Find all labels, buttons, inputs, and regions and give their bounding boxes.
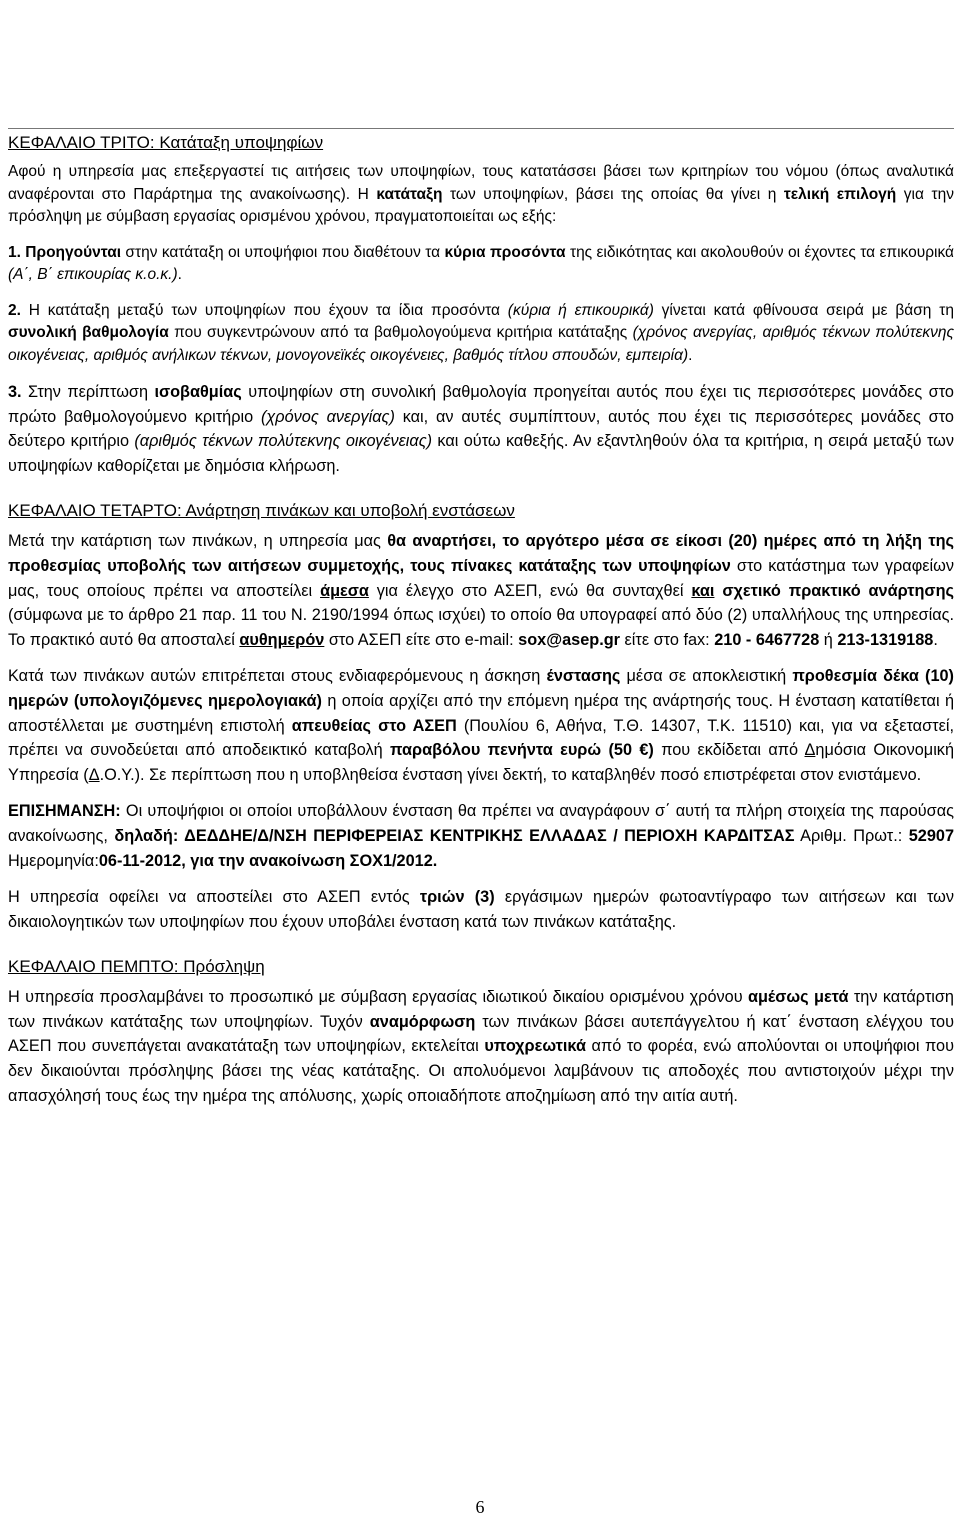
document-page — [8, 132, 954, 1120]
text-run: 52907 — [908, 826, 955, 845]
text-run: 213-1319188 — [837, 630, 934, 649]
chapter-3-intro — [8, 161, 954, 229]
text-run: (κύρια ή επικουρικά) — [507, 301, 654, 319]
text-run: Στην περίπτωση — [21, 383, 155, 401]
text-run: Η κατάταξη μεταξύ των υποψηφίων που έχουν τα ίδια προσόντα — [20, 301, 508, 319]
text-run: παραβόλου πενήντα ευρώ (50 €) — [390, 741, 654, 760]
text-run: αυθημερόν — [239, 630, 325, 649]
text-run: υποχρεωτικά — [484, 1037, 586, 1056]
text-run: sox@asep.gr — [518, 630, 621, 649]
text-run: 2. — [8, 301, 21, 319]
text-run: των πινάκων βάσει αυτεπάγγελτου ή κατ΄ ένσταση ελέγχου του ΑΣΕΠ που συνεπάγεται ανακατάταξη των υποψηφίων, εκτελείται — [8, 1012, 955, 1056]
text-run: και ούτω καθεξής. Αν εξαντληθούν όλα τα κριτήρια, η σειρά μεταξύ των υποψηφίων καθορίζεται με δημόσια κλήρωση. — [8, 432, 954, 475]
text-run: Δ — [88, 765, 100, 784]
text-run: αναμόρφωση — [369, 1012, 476, 1031]
text-run: Αριθμ. Πρωτ.: — [794, 826, 909, 845]
text-run: την κατάρτιση των πινάκων κατάταξης των υποψηφίων. Τυχόν — [8, 988, 954, 1031]
text-run: στο ΑΣΕΠ είτε στο e-mail: — [324, 630, 519, 649]
text-run: σχετικό πρακτικό ανάρτησης — [722, 581, 954, 600]
text-run: . — [177, 266, 182, 283]
text-run: ΔΕΔΔΗΕ/Δ/ΝΣΗ ΠΕΡΙΦΕΡΕΙΑΣ ΚΕΝΤΡΙΚΗΣ ΕΛΛΑΔΑΣ / ΠΕΡΙΟΧΗ ΚΑΡΔΙΤΣΑΣ — [184, 826, 795, 845]
text-run: . — [688, 346, 693, 364]
text-run: 3. — [8, 383, 22, 401]
chapter-4-notice — [8, 799, 954, 873]
text-run: συνολική βαθμολογία — [8, 324, 169, 341]
text-run: στην κατάταξη οι υποψήφιοι που διαθέτουν τα — [121, 243, 445, 261]
text-run: (χρόνος ανεργίας, αριθμός τέκνων πολύτεκνης οικογένειας, αριθμός ανήλικων τέκνων, μονογονεϊκές οικογένειες, βαθμός τίτλου σπουδών, εμπειρία) — [8, 324, 954, 364]
text-run: ή — [819, 630, 838, 649]
text-run: γίνεται κατά φθίνουσα σειρά με βάση τη — [653, 301, 954, 319]
text-run: αμέσως μετά — [747, 988, 849, 1007]
chapter-4-posting — [8, 529, 954, 652]
text-run: δηλαδή: — [114, 826, 185, 845]
text-run: θα αναρτήσει, το αργότερο μέσα σε είκοσι (20) ημέρες από τη λήξη της προθεσμίας υποβολής των αιτήσεων συμμετοχής, τους πίνακες κατάταξης των υποψηφίων — [8, 532, 954, 575]
text-run: για έλεγχο στο ΑΣΕΠ, ενώ θα συνταχθεί — [368, 581, 692, 600]
text-run: . — [933, 630, 938, 649]
chapter-3-rule-3 — [8, 380, 954, 478]
text-run: που συγκεντρώνουν από τα βαθμολογούμενα κριτήρια κατάταξης — [168, 324, 633, 341]
text-run: κύρια προσόντα — [444, 243, 566, 261]
text-run: 06-11-2012, για την ανακοίνωση ΣΟΧ1/2012. — [98, 851, 438, 870]
text-run: από το φορέα, ενώ απολύονται οι υποψήφιοι που δεν δικαιούνται πρόσληψης βάσει της νέας κατάταξης. Οι απολυόμενοι λαμβάνουν τις αποδοχές που αντιστοιχούν μέχρι την απασχόλησή τους έως την ημέρα της απόλυσης, χωρίς οποιαδήποτε αποζημίωση από την αιτία αυτή. — [8, 1037, 954, 1105]
text-run: Κατά των πινάκων αυτών επιτρέπεται στους ενδιαφερόμενους η άσκηση — [8, 667, 547, 686]
text-run: (Α΄, Β΄ επικουρίας κ.ο.κ.) — [8, 266, 178, 283]
text-run: και — [691, 581, 715, 600]
top-rule — [8, 128, 954, 129]
text-run: μέσα σε αποκλειστική — [620, 667, 793, 686]
page-number: 6 — [475, 1497, 485, 1517]
text-run: τριών (3) — [419, 888, 495, 907]
text-run: (αριθμός τέκνων πολύτεκνης οικογένειας) — [134, 432, 433, 451]
text-run: Η υπηρεσία οφείλει να αποστείλει στο ΑΣΕΠ εντός — [8, 888, 420, 907]
text-run: (χρόνος ανεργίας) — [260, 407, 395, 426]
text-run: Η υπηρεσία προσλαμβάνει το προσωπικό με σύμβαση εργασίας ιδιωτικού δικαίου ορισμένου χρόνου — [8, 988, 748, 1007]
text-run: .Ο.Υ.). Σε περίπτωση που η υποβληθείσα ένσταση γίνει δεκτή, το καταβληθέν ποσό επιστρέφεται στον ενιστάμενο. — [99, 765, 922, 784]
text-run: (Πουλίου 6, Αθήνα, Τ.Θ. 14307, Τ.Κ. 11510) και, για να εξεταστεί, πρέπει να συνοδεύεται από αποδεικτικό καταβολή — [8, 716, 954, 760]
text-run: είτε στο fax: — [620, 630, 715, 649]
text-run: Ημερομηνία: — [8, 851, 99, 870]
chapter-4-objection — [8, 664, 954, 787]
text-run: εργάσιμων ημερών φωτοαντίγραφο των αιτήσεων και των δικαιολογητικών των υποψηφίων που έχουν υποβάλει ένσταση κατά των πινάκων κατάταξης. — [8, 888, 955, 931]
text-run: κατάταξη — [376, 185, 443, 203]
text-run: και, αν αυτές συμπίπτουν, αυτός που έχει τις περισσότερες μονάδες στο δεύτερο κριτήριο — [8, 407, 954, 451]
text-run: άμεσα — [320, 581, 369, 600]
text-run: Οι υποψήφιοι οι οποίοι υποβάλλουν ένσταση θα πρέπει να αναγράφουν σ΄ αυτή τα πλήρη στοιχεία της παρούσας ανακοίνωσης, — [8, 802, 954, 845]
text-run: Αφού η υπηρεσία μας επεξεργαστεί τις αιτήσεις των υποψηφίων, τους κατατάσσει βάσει των κριτηρίων του νόμου (όπως αναλυτικά αναφέρονται στο Παράρτημα της ανακοίνωσης). Η — [8, 163, 954, 203]
text-run: της ειδικότητας και ακολουθούν οι έχοντες τα επικουρικά — [565, 243, 954, 261]
text-run: προθεσμία δέκα (10) ημερών (υπολογιζόμενες ημερολογιακά) — [8, 667, 954, 710]
text-run: (σύμφωνα με το άρθρο 21 παρ. 11 του Ν. 2190/1994 όπως ισχύει) το οποίο θα υπογραφεί από δύο (2) υπαλλήλους της υπηρεσίας. Το πρακτικό αυτό θα αποσταλεί — [8, 606, 954, 649]
text-run: στο κατάστημα των γραφείων μας, τους οποίους πρέπει να αποστείλει — [8, 556, 954, 600]
text-run: Μετά την κατάρτιση των πινάκων, η υπηρεσία μας — [8, 532, 388, 551]
text-run: ένστασης — [546, 667, 621, 686]
chapter-5-hiring — [8, 985, 954, 1108]
text-run: που εκδίδεται από — [653, 741, 805, 760]
text-run: 210 - 6467728 — [714, 630, 820, 649]
chapter-3-rule-2 — [8, 300, 954, 368]
text-run: ισοβαθμίας — [154, 383, 242, 401]
text-run: των υποψηφίων, βάσει της οποίας θα γίνει η — [442, 185, 784, 203]
text-run: Δ — [804, 741, 816, 760]
text-run: η οποία αρχίζει από την επόμενη ημέρα της ανάρτησής τους. Η ένσταση κατατίθεται ή αποστέλλεται με συστημένη επιστολή — [8, 691, 954, 735]
text-run: απευθείας στο ΑΣΕΠ — [291, 716, 457, 735]
text-run: 1. Προηγούνται — [8, 243, 122, 261]
text-run: υποψηφίων στη συνολική βαθμολογία προηγείται αυτός που έχει τις περισσότερες μονάδες στο πρώτο βαθμολογούμενο κριτήριο — [8, 383, 954, 426]
text-run: τελική επιλογή — [783, 185, 897, 203]
chapter-3-rule-1 — [8, 242, 954, 287]
text-run: ημόσια Οικονομική Υπηρεσία ( — [8, 741, 955, 784]
text-run: ΕΠΙΣΗΜΑΝΣΗ: — [8, 802, 121, 821]
chapter-3-title: ΚΕΦΑΛΑΙΟ ΤΡΙΤΟ: Κατάταξη υποψηφίων — [8, 133, 324, 152]
chapter-4-dispatch — [8, 885, 954, 934]
chapter-5-title: ΚΕΦΑΛΑΙΟ ΠΕΜΠΤΟ: Πρόσληψη — [8, 957, 265, 977]
text-run: για την πρόσληψη με σύμβαση εργασίας ορισμένου χρόνου, πραγματοποιείται ως εξής: — [8, 185, 955, 225]
chapter-4-title: ΚΕΦΑΛΑΙΟ ΤΕΤΑΡΤΟ: Ανάρτηση πινάκων και υποβολή ενστάσεων — [8, 501, 515, 521]
